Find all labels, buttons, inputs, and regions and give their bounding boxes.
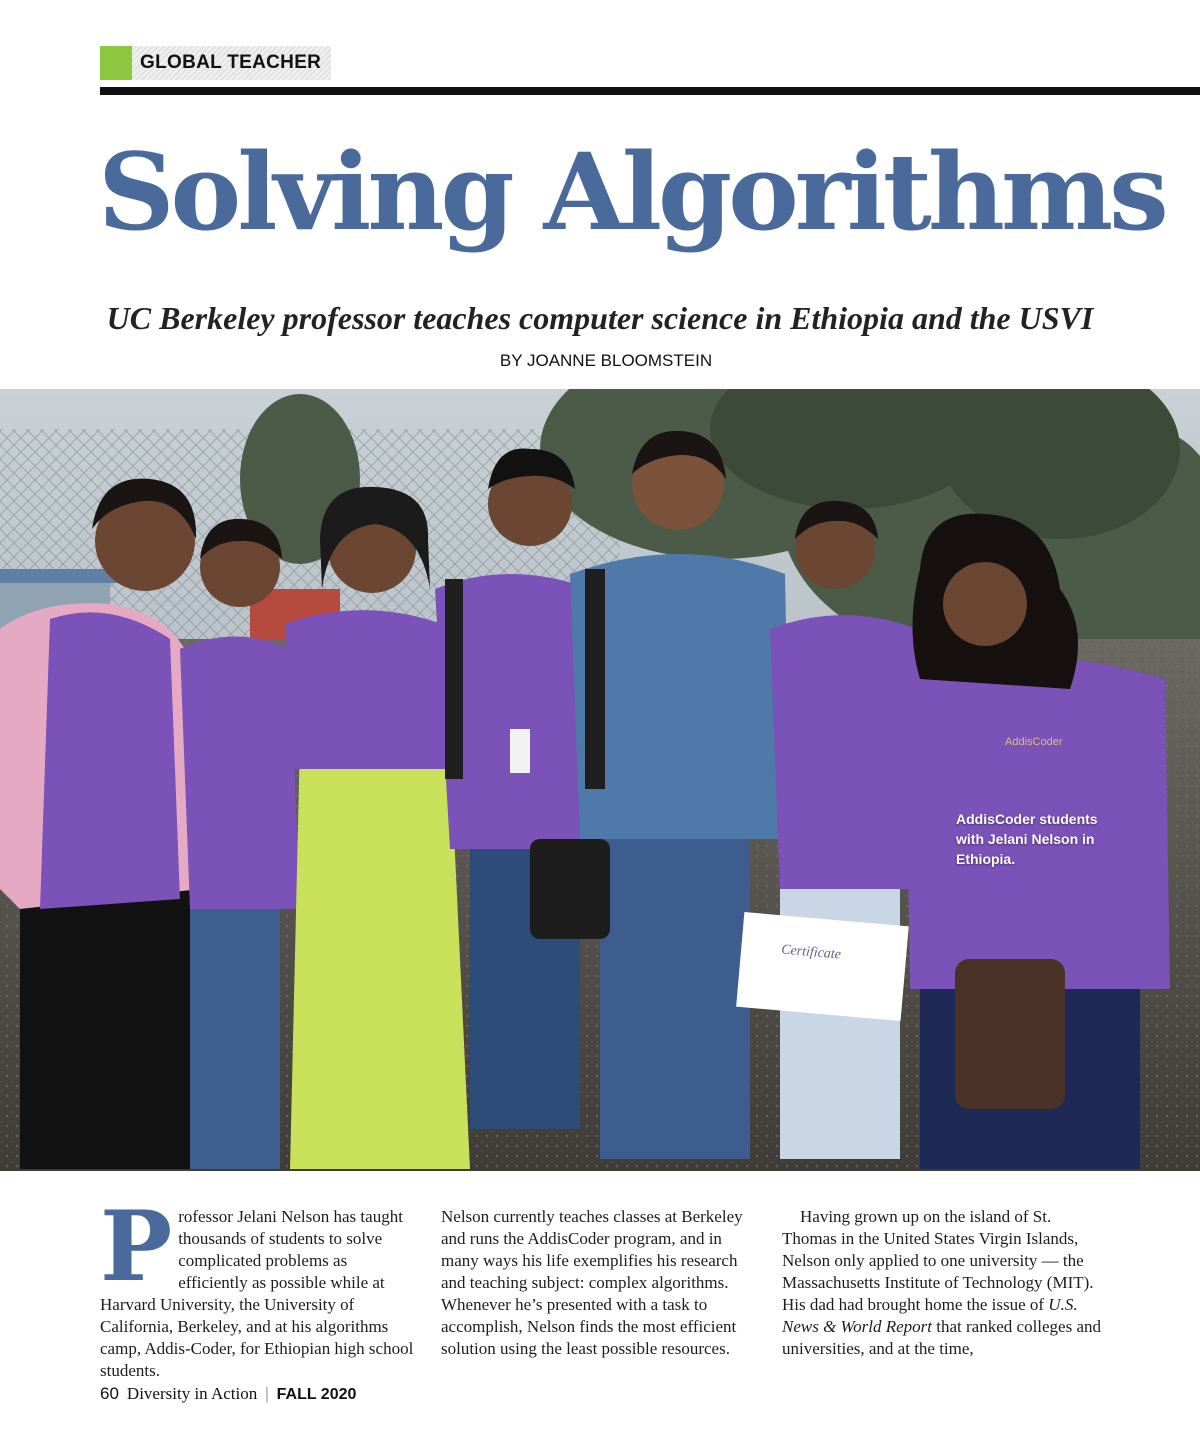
body-paragraph-3-end: that ranked colleges and universities, and at the time, bbox=[782, 1317, 1102, 1358]
issue-label: FALL 2020 bbox=[276, 1386, 357, 1403]
body-paragraph-2: Nelson currently teaches classes at Berkeley and runs the AddisCoder program, and in many ways his life exemplifies his research and teaching subject: complex algorithms. Whenever he’s presented with a task to accomplish, Nelson finds the most efficient solution using the least possible resources. bbox=[441, 1207, 743, 1358]
body-paragraph-3 bbox=[782, 1206, 1104, 1360]
certificate-text: Certificate bbox=[780, 942, 842, 963]
publication-name: Diversity in Action bbox=[126, 1384, 258, 1403]
body-column-3 bbox=[782, 1206, 1104, 1360]
publication-reference: U.S. News & World Report bbox=[782, 1295, 1078, 1336]
shirt-logo-text: AddisCoder bbox=[1005, 736, 1063, 748]
header-rule bbox=[100, 87, 1200, 95]
photo-caption: AddisCoder students with Jelani Nelson in Ethiopia. bbox=[956, 811, 1098, 867]
section-tag bbox=[100, 46, 331, 80]
body-column-2 bbox=[441, 1206, 763, 1360]
section-tag-color-block bbox=[100, 46, 132, 80]
section-label: GLOBAL TEACHER bbox=[132, 46, 331, 80]
page-footer bbox=[100, 1384, 356, 1404]
article-subtitle: UC Berkeley professor teaches computer science in Ethiopia and the USVI bbox=[106, 300, 1094, 336]
article-title: Solving Algorithms bbox=[98, 129, 1165, 254]
body-column-1 bbox=[100, 1190, 418, 1382]
footer-separator: | bbox=[265, 1384, 269, 1403]
body-paragraph-1: rofessor Jelani Nelson has taught thousands of students to solve complicated problems as efficiently as possible while at Harvard University, the University of California, Berkeley, and at his algorithms camp, Addis-Coder, for Ethiopian high school students. bbox=[100, 1207, 414, 1380]
group-photo-illustration bbox=[0, 389, 1200, 1171]
byline: BY JOANNE BLOOMSTEIN bbox=[499, 351, 713, 370]
page-number: 60 bbox=[100, 1384, 119, 1403]
body-paragraph-3-start: Having grown up on the island of St. Thomas in the United States Virgin Islands, Nelson only applied to one university — the Massachusetts Institute of Technology (MIT). His dad had brought home the issue of bbox=[782, 1207, 1094, 1314]
drop-cap: P bbox=[100, 1190, 173, 1303]
group-photo bbox=[0, 389, 1200, 1171]
